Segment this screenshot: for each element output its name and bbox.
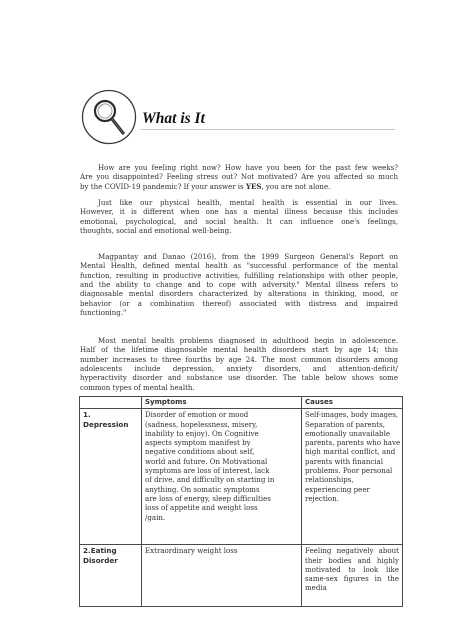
text-line: hyperactivity disorder and substance use disorder. The table below shows some: [80, 373, 398, 383]
text-line: Just like our physical health, mental health is essential in our lives.: [98, 198, 398, 207]
text-line: and the ability to change and to cope with adversity." Mental illness refers to: [80, 280, 398, 290]
text-line: How are you feeling right now? How have you been for the past few weeks?: [98, 163, 398, 172]
page-title: What is It: [142, 110, 205, 127]
text-line: [80, 182, 398, 191]
text-line: functioning.": [80, 308, 127, 318]
text-line: Half of the lifetime diagnosable mental health disorders start by age 14; this: [80, 345, 398, 355]
title-underline: [140, 129, 395, 130]
table-row: [80, 545, 403, 607]
symptoms-cell: Disorder of emotion or mood (sadness, hopelessness, misery, inability to enjoy). On Cognitive aspects symptom manifest by negative conditions about self, world and future. On Motivational symptoms are loss of interest, lack of drive, and difficulty on starting in anything. On somatic symptoms are loss of energy, sleep difficulties loss of appetite and weight loss /gain.: [142, 409, 302, 545]
text-line: diagnosable mental disorders characterized by alterations in thinking, mood, or: [80, 289, 398, 299]
text-line: function, resulting in productive activities, fulfilling relationships with other people,: [80, 270, 398, 280]
paragraph-physical-health: [80, 198, 398, 235]
text-after-bold: , you are not alone.: [261, 181, 331, 191]
bold-yes: YES: [245, 181, 262, 191]
text-line: emotional, psychological, and social health. It can influence one's feelings,: [80, 216, 398, 226]
text-line: adolescents include depression, anxiety disorders, and attention-deficit/: [80, 364, 398, 374]
magnifying-glass-icon: [80, 88, 138, 146]
text-line: Are you disappointed? Feeling stress out? Not motivated? Are you affected so much: [80, 172, 398, 182]
table-row: [80, 409, 403, 545]
text-line: thoughts, social and emotional well-being.: [80, 226, 232, 236]
text-line: Mental Health, defined mental health as "successful performance of the mental: [80, 261, 398, 271]
header-cell-empty: [80, 397, 142, 409]
paragraph-intro: [80, 163, 398, 191]
text-line: However, it is different when one has a mental illness because this includes: [80, 207, 398, 217]
row-label-depression: 1. Depression: [80, 409, 142, 545]
row-label-eating-disorder: 2.Eating Disorder: [80, 545, 142, 607]
text-line: number increases to three fourths by age 24. The most common disorders among: [80, 354, 398, 364]
paragraph-definition: [80, 252, 398, 317]
section-header: [80, 88, 400, 148]
header-cell-causes: Causes: [302, 397, 403, 409]
text-line: common types of mental health.: [80, 382, 195, 392]
text-line: Magpantay and Danao (2016), from the 1999 Surgeon General's Report on: [98, 252, 398, 261]
text-line: behavior (or a combination thereof) associated with distress and impaired: [80, 298, 398, 308]
text-before-bold: by the COVID-19 pandemic? If your answer is: [80, 181, 246, 191]
causes-cell: Self-images, body images, Separation of parents, emotionally unavailable parents, parents who have high marital conflict, and parents with financial problems. Poor personal relationships, experiencing peer rejection.: [302, 409, 403, 545]
causes-cell: Feeling negatively about their bodies and highly motivated to look like same-sex figures in the media: [302, 545, 403, 607]
mental-health-table: [79, 396, 403, 607]
paragraph-adolescence: [80, 336, 398, 392]
table-header-row: [80, 397, 403, 409]
header-cell-symptoms: Symptoms: [142, 397, 302, 409]
symptoms-cell: Extraordinary weight loss: [142, 545, 302, 607]
text-line: Most mental health problems diagnosed in adulthood begin in adolescence.: [98, 336, 398, 345]
